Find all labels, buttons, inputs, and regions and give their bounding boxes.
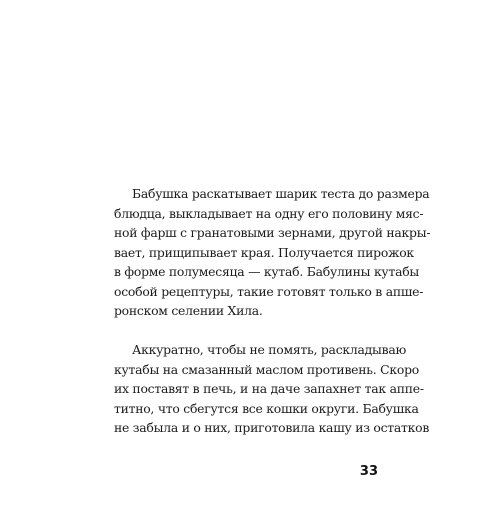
body-text [114,184,431,438]
paragraph-1 [114,184,431,321]
paragraph-gap [114,321,376,341]
page-number: 33 [359,464,378,479]
text-line: не забыла и о них, приготовила кашу из остатков [114,420,430,435]
text-line: ронском селении Хила. [114,303,263,318]
text-line: вает, прищипывает края. Получается пирожок [114,244,414,260]
text-line: Бабушка раскатывает шарик теста до размера [132,186,430,201]
text-line: кутабы на смазанный маслом противень. Скоро [114,361,419,377]
text-line: блюдца, выкладывает на одну его половину мяс- [114,205,424,221]
text-line: титно, что сбегутся все кошки округи. Бабушка [114,400,419,416]
text-line: их поставят в печь, и на даче запахнет так аппе- [114,381,424,396]
text-line: ной фарш с гранатовыми зернами, другой накры- [114,225,431,240]
text-line: в форме полумесяца — кутаб. Бабулины кутабы [114,264,420,279]
text-line: Аккуратно, чтобы не помять, раскладываю [132,342,407,357]
text-line: особой рецептуры, такие готовят только в апше- [114,283,424,299]
paragraph-2 [114,340,430,438]
